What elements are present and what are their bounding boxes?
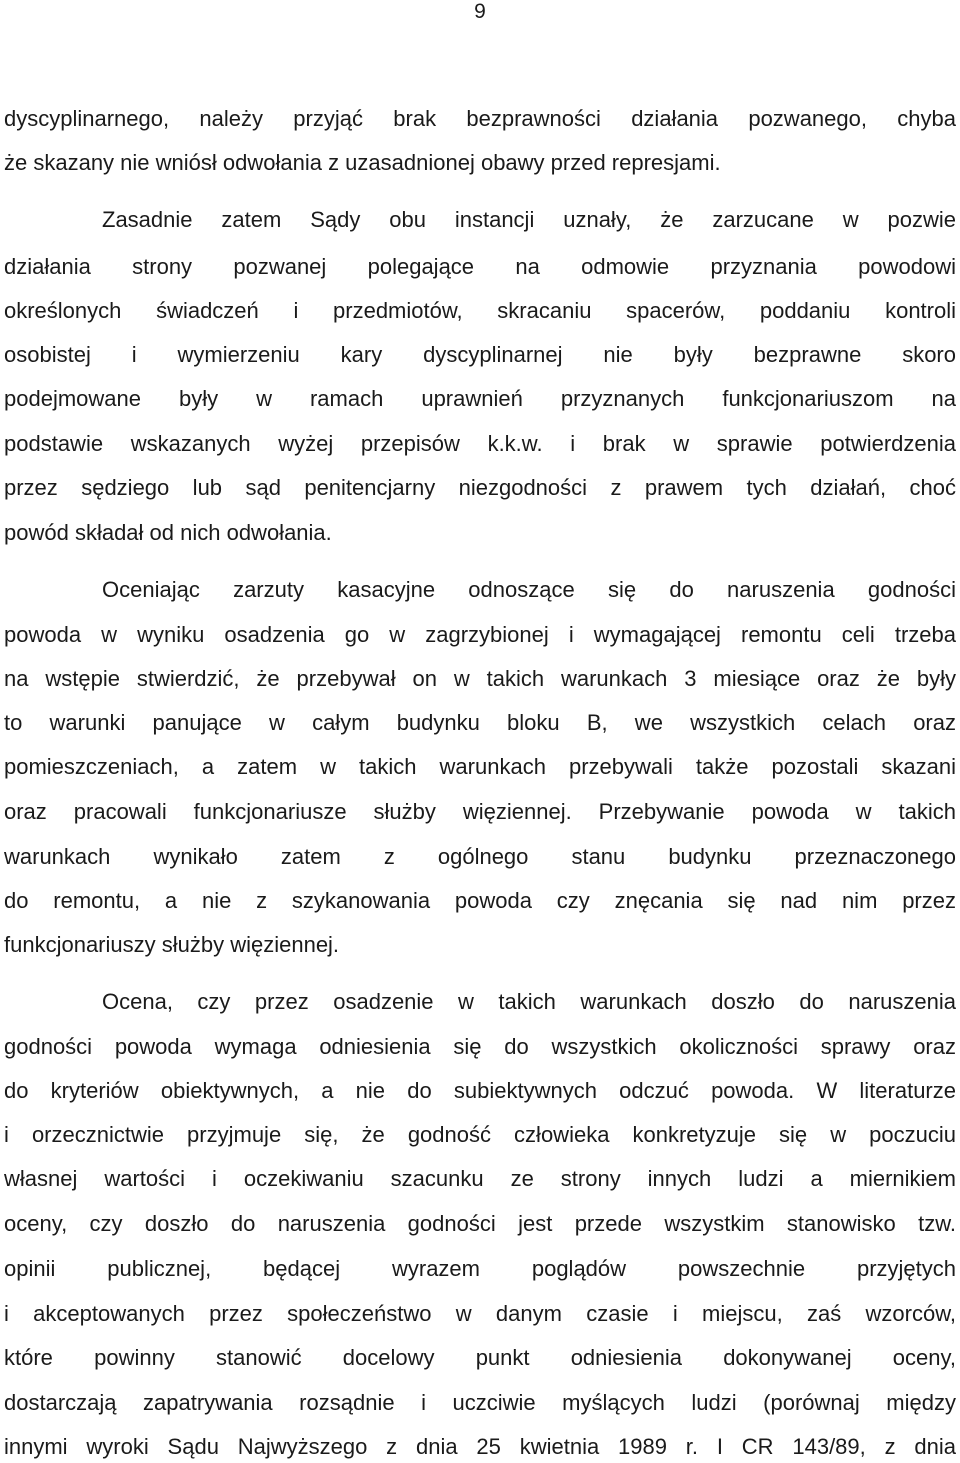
text-line: warunkach wynikało zatem z ogólnego stanu budynku przeznaczonego — [4, 844, 956, 869]
text-line: dyscyplinarnego, należy przyjąć brak bezprawności działania pozwanego, chyba — [4, 106, 956, 131]
text-line: powód składał od nich odwołania. — [4, 520, 332, 545]
text-line: pomieszczeniach, a zatem w takich warunkach przebywali także pozostali skazani — [4, 754, 956, 779]
text-line: działania strony pozwanej polegające na odmowie przyznania powodowi — [4, 254, 956, 279]
text-line: i orzecznictwie przyjmuje się, że godność człowieka konkretyzuje się w poczuciu — [4, 1122, 956, 1147]
text-line: to warunki panujące w całym budynku bloku B, we wszystkich celach oraz — [4, 710, 956, 735]
text-line: przez sędziego lub sąd penitencjarny niezgodności z prawem tych działań, choć — [4, 475, 956, 500]
text-line: do kryteriów obiektywnych, a nie do subiektywnych odczuć powoda. W literaturze — [4, 1078, 956, 1103]
text-line: innymi wyroki Sądu Najwyższego z dnia 25 kwietnia 1989 r. I CR 143/89, z dnia — [4, 1434, 956, 1459]
text-line: że skazany nie wniósł odwołania z uzasadnionej obawy przed represjami. — [4, 150, 721, 175]
text-line: osobistej i wymierzeniu kary dyscyplinarnej nie były bezprawne skoro — [4, 342, 956, 367]
text-line: godności powoda wymaga odniesienia się do wszystkich okoliczności sprawy oraz — [4, 1034, 956, 1059]
text-line: na wstępie stwierdzić, że przebywał on w takich warunkach 3 miesiące oraz że były — [4, 666, 956, 691]
text-line: określonych świadczeń i przedmiotów, skracaniu spacerów, poddaniu kontroli — [4, 298, 956, 323]
text-line: które powinny stanowić docelowy punkt odniesienia dokonywanej oceny, — [4, 1345, 956, 1370]
text-line: do remontu, a nie z szykanowania powoda czy znęcania się nad nim przez — [4, 888, 956, 913]
text-line: funkcjonariuszy służby więziennej. — [4, 932, 340, 957]
text-line: Ocena, czy przez osadzenie w takich warunkach doszło do naruszenia — [102, 989, 956, 1014]
text-line: podstawie wskazanych wyżej przepisów k.k.w. i brak w sprawie potwierdzenia — [4, 431, 956, 456]
text-line: oceny, czy doszło do naruszenia godności jest przede wszystkim stanowisko tzw. — [4, 1211, 956, 1236]
text-line: dostarczają zapatrywania rozsądnie i uczciwie myślących ludzi (porównaj między — [4, 1390, 956, 1415]
text-line: własnej wartości i oczekiwaniu szacunku ze strony innych ludzi a miernikiem — [4, 1166, 956, 1191]
text-line: powoda w wyniku osadzenia go w zagrzybionej i wymagającej remontu celi trzeba — [4, 622, 956, 647]
text-line: opinii publicznej, będącej wyrazem poglądów powszechnie przyjętych — [4, 1256, 956, 1281]
text-line: i akceptowanych przez społeczeństwo w danym czasie i miejscu, zaś wzorców, — [4, 1301, 956, 1326]
text-line: Oceniając zarzuty kasacyjne odnoszące się do naruszenia godności — [102, 577, 956, 602]
text-line: Zasadnie zatem Sądy obu instancji uznały, że zarzucane w pozwie — [102, 207, 956, 232]
page-number: 9 — [474, 0, 486, 23]
text-line: podejmowane były w ramach uprawnień przyznanych funkcjonariuszom na — [4, 386, 956, 411]
text-line: oraz pracowali funkcjonariusze służby więziennej. Przebywanie powoda w takich — [4, 799, 956, 824]
